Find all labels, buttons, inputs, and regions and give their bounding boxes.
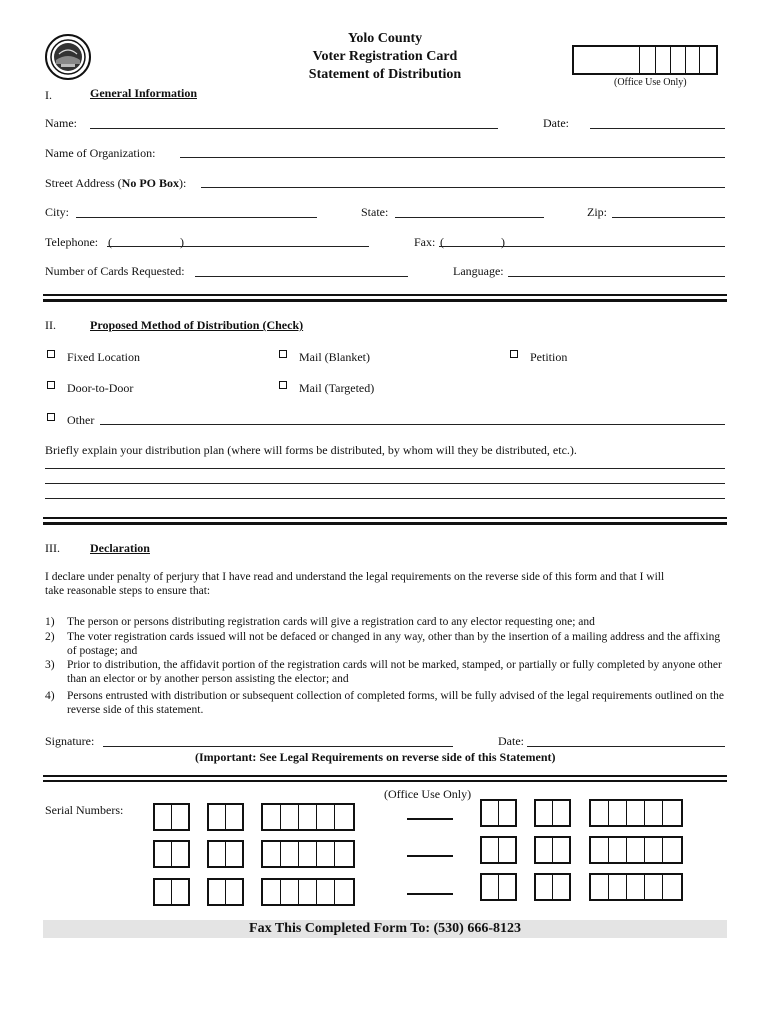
signature-field[interactable] [103,746,453,747]
door-to-door-label: Door-to-Door [67,381,134,395]
serial-box-group[interactable] [207,840,244,868]
office-use-label-top: (Office Use Only) [614,77,687,88]
serial-box-group[interactable] [480,799,517,827]
serial-box-group[interactable] [153,840,190,868]
serial-box-group[interactable] [534,836,571,864]
cards-requested-field[interactable] [195,276,408,277]
fax-label: Fax: [414,235,436,249]
declaration-intro-line2: take reasonable steps to ensure that: [45,585,211,597]
distribution-plan-line-1[interactable] [45,468,725,469]
mail-targeted-label: Mail (Targeted) [299,381,375,395]
serial-box-group[interactable] [207,878,244,906]
date-field[interactable] [590,128,725,129]
city-label: City: [45,205,70,219]
state-label: State: [361,205,389,219]
telephone-paren-close: ) [180,235,184,249]
serial-box-group[interactable] [153,878,190,906]
signature-label: Signature: [45,734,95,748]
distribution-plan-prompt: Briefly explain your distribution plan (where will forms be distributed, by whom will they be distributed, etc.). [45,443,577,457]
section-divider-1 [43,294,727,302]
distribution-plan-line-3[interactable] [45,498,725,499]
serial-box-group[interactable] [480,873,517,901]
mail-blanket-label: Mail (Blanket) [299,350,370,364]
serial-range-dash [407,818,453,820]
telephone-label: Telephone: [45,235,99,249]
fax-footer-text: Fax This Completed Form To: (530) 666-8123 [249,921,521,936]
declaration-intro-line1: I declare under penalty of perjury that I have read and understand the legal requirements on the reverse side of this form and that I will [45,571,665,583]
section-divider-3 [43,775,727,782]
name-field[interactable] [90,128,498,129]
fixed-location-checkbox[interactable] [47,350,55,358]
serial-box-group[interactable] [589,799,683,827]
petition-label: Petition [530,350,568,364]
signature-date-label: Date: [498,734,524,748]
office-use-number-boxes[interactable] [572,45,718,75]
section2-title: Proposed Method of Distribution (Check) [90,318,304,332]
serial-box-group[interactable] [261,840,355,868]
door-to-door-checkbox[interactable] [47,381,55,389]
office-use-label-serials: (Office Use Only) [384,787,472,801]
street-address-field[interactable] [201,187,725,188]
fax-paren-close: ) [501,235,505,249]
fax-field[interactable] [439,246,725,247]
signature-date-field[interactable] [527,746,725,747]
serial-box-group[interactable] [589,836,683,864]
section-divider-2 [43,517,727,525]
section2-numeral: II. [45,318,56,332]
city-field[interactable] [76,217,317,218]
form-title-county: Yolo County [347,31,423,46]
section1-title: General Information [90,86,197,100]
other-checkbox[interactable] [47,413,55,421]
organization-field[interactable] [180,157,725,158]
mail-blanket-checkbox[interactable] [279,350,287,358]
serial-box-group[interactable] [534,873,571,901]
zip-field[interactable] [612,217,725,218]
mail-targeted-checkbox[interactable] [279,381,287,389]
serial-box-group[interactable] [589,873,683,901]
fax-paren-open: ( [440,235,444,249]
street-address-label: Street Address (No PO Box): [45,176,187,190]
serial-box-group[interactable] [261,878,355,906]
other-label: Other [67,413,95,427]
zip-label: Zip: [587,205,607,219]
serial-box-group[interactable] [534,799,571,827]
organization-label: Name of Organization: [45,146,156,160]
serial-range-dash [407,893,453,895]
language-label: Language: [453,264,504,278]
cards-requested-label: Number of Cards Requested: [45,264,185,278]
section1-numeral: I. [45,88,52,102]
section3-numeral: III. [45,541,60,555]
serial-range-dash [407,855,453,857]
language-field[interactable] [508,276,725,277]
form-title-statement: Statement of Distribution [308,67,462,82]
state-field[interactable] [395,217,544,218]
fixed-location-label: Fixed Location [67,350,140,364]
form-title-card: Voter Registration Card [312,49,458,64]
serial-numbers-label: Serial Numbers: [45,803,124,817]
name-label: Name: [45,116,77,130]
other-field[interactable] [100,424,725,425]
serial-box-group[interactable] [261,803,355,831]
date-label: Date: [543,116,569,130]
serial-box-group[interactable] [153,803,190,831]
petition-checkbox[interactable] [510,350,518,358]
section3-title: Declaration [90,541,150,555]
serial-box-group[interactable] [480,836,517,864]
important-note: (Important: See Legal Requirements on reverse side of this Statement) [195,750,556,764]
telephone-field[interactable] [107,246,369,247]
serial-box-group[interactable] [207,803,244,831]
telephone-paren-open: ( [108,235,112,249]
distribution-plan-line-2[interactable] [45,483,725,484]
